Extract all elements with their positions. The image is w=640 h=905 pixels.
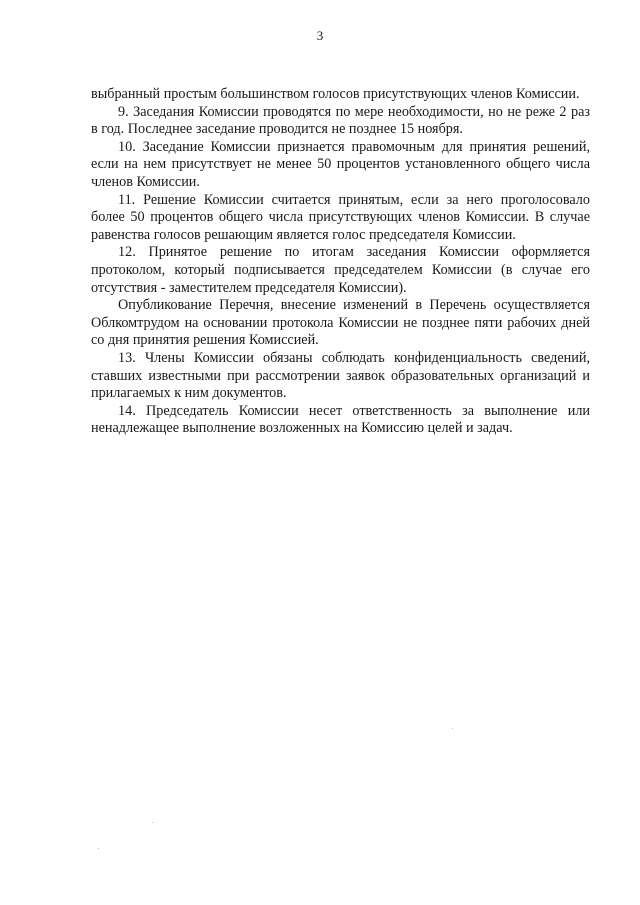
scan-speck <box>152 822 153 823</box>
paragraph-item-14: 14. Председатель Комиссии несет ответственность за выполнение или ненадлежащее выполнение возложенных на Комиссию целей и задач. <box>91 402 590 437</box>
paragraph-item-11: 11. Решение Комиссии считается принятым, если за него проголосовало более 50 процентов общего числа присутствующих членов Комиссии. В случае равенства голосов решающим является голос председателя Комиссии. <box>91 191 590 243</box>
scan-speck <box>98 848 99 849</box>
page-number: 3 <box>316 28 324 43</box>
document-body <box>91 86 590 438</box>
paragraph-item-12: 12. Принятое решение по итогам заседания Комиссии оформляется протоколом, который подписывается председателем Комиссии (в случае его отсутствия - заместителем председателя Комиссии). <box>91 244 590 296</box>
paragraph-continuation: выбранный простым большинством голосов присутствующих членов Комиссии. <box>91 86 580 102</box>
paragraph-item-13: 13. Члены Комиссии обязаны соблюдать конфиденциальность сведений, ставших известными при рассмотрении заявок образовательных организаций и прилагаемых к ним документов. <box>91 349 590 402</box>
paragraph-item-10: 10. Заседание Комиссии признается правомочным для принятия решений, если на нем присутствует не менее 50 процентов установленного общего числа членов Комиссии. <box>91 138 590 190</box>
scan-speck <box>452 728 453 729</box>
paragraph-publication: Опубликование Перечня, внесение изменений в Перечень осуществляется Облкомтрудом на основании протокола Комиссии не позднее пяти рабочих дней со дня принятия решения Комиссией. <box>91 297 590 349</box>
paragraph-item-9: 9. Заседания Комиссии проводятся по мере необходимости, но не реже 2 раз в год. Последнее заседание проводится не позднее 15 ноября. <box>91 103 590 138</box>
